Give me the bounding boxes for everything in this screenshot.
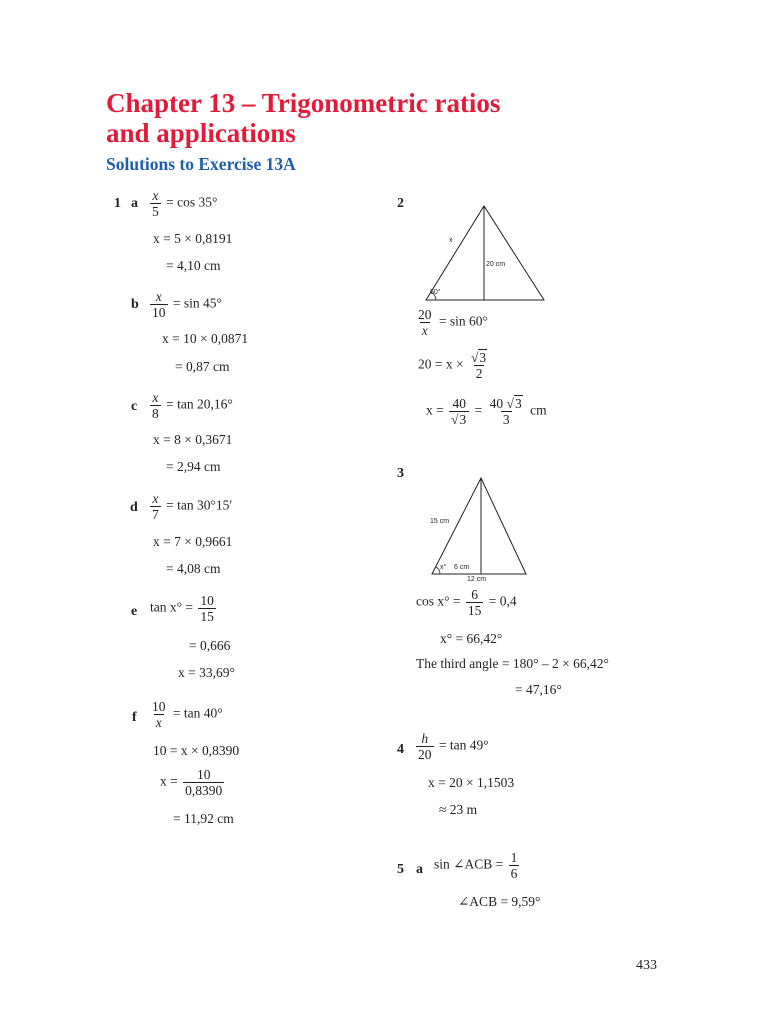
q1f-line3: x = $\frac{10}{0,8390}$	[160, 767, 223, 798]
q5a-letter: a	[416, 862, 423, 877]
q1a-line3: = 4,10 cm	[166, 258, 221, 273]
q3-label-half: 6 cm	[454, 564, 470, 571]
q2-label-angle: 60°	[430, 289, 441, 296]
question-2-number: 2	[397, 196, 404, 211]
question-4-number: 4	[397, 742, 404, 757]
q3-triangle-diagram	[428, 474, 530, 578]
q1e-line1: tan x° = $\frac{10}{15}$	[150, 593, 214, 624]
question-1-number: 1	[114, 196, 121, 211]
q1b-line3: = 0,87 cm	[175, 359, 230, 374]
q3-line1: cos x° = $\frac{6}{15}$ = 0,4	[416, 587, 517, 618]
q2-line2: 20 = x × $\frac{√3}{2}$	[418, 350, 487, 381]
q5-line1: sin ∠ACB = $\frac{1}{6}$	[434, 850, 518, 881]
q1e-letter: e	[131, 604, 138, 619]
q2-line3: x = $\frac{40}{√3}$ = $\frac{40 √3}{3}$ cm	[426, 396, 547, 427]
q1d-line2: x = 7 × 0,9661	[153, 534, 233, 549]
q1b-letter: b	[131, 297, 139, 312]
q1f-letter: f	[132, 710, 137, 725]
q4-line3: ≈ 23 m	[439, 802, 478, 817]
q1a-letter: a	[131, 196, 138, 211]
chapter-title-line1: Chapter 13 – Trigonometric ratios	[106, 88, 501, 118]
q1a-line1: $\frac{x}{5}$ = cos 35°	[152, 188, 218, 219]
q4-line1: $\frac{h}{20}$ = tan 49°	[418, 731, 489, 762]
q3-line3: The third angle = 180° – 2 × 66,42°	[416, 656, 609, 671]
q1d-letter: d	[130, 500, 138, 515]
q1f-line2: 10 = x × 0,8390	[153, 743, 240, 758]
q1f-line1: $\frac{10}{x}$ = tan 40°	[152, 699, 223, 730]
q1c-letter: c	[131, 399, 138, 414]
q1c-line2: x = 8 × 0,3671	[153, 432, 233, 447]
q3-label-base: 12 cm	[467, 576, 487, 583]
q1d-line3: = 4,08 cm	[166, 561, 221, 576]
q5-line2: ∠ACB = 9,59°	[458, 894, 541, 909]
page-number: 433	[636, 958, 657, 973]
q4-line2: x = 20 × 1,1503	[428, 775, 515, 790]
q2-label-x: x	[449, 237, 453, 244]
q1d-line1: $\frac{x}{7}$ = tan 30°15′	[152, 491, 233, 522]
q1b-line2: x = 10 × 0,0871	[162, 331, 249, 346]
question-3-number: 3	[397, 466, 404, 481]
question-5-number: 5	[397, 862, 404, 877]
q1a-line2: x = 5 × 0,8191	[153, 231, 233, 246]
q2-label-height: 20 cm	[486, 261, 506, 268]
chapter-title-line2: and applications	[106, 118, 296, 148]
q1b-line1: $\frac{x}{10}$ = sin 45°	[152, 289, 222, 320]
q1c-line3: = 2,94 cm	[166, 459, 221, 474]
q3-line4: = 47,16°	[515, 682, 562, 697]
q1c-line1: $\frac{x}{8}$ = tan 20,16°	[152, 390, 233, 421]
exercise-subtitle: Solutions to Exercise 13A	[106, 154, 296, 174]
q2-line1: $\frac{20}{x}$ = sin 60°	[418, 307, 488, 338]
q3-label-side: 15 cm	[430, 518, 450, 525]
q1e-line2: = 0,666	[189, 638, 231, 653]
q1e-line3: x = 33,69°	[178, 665, 235, 680]
q3-label-angle: x°	[440, 564, 447, 571]
q3-line2: x° = 66,42°	[440, 631, 503, 646]
q1f-line4: = 11,92 cm	[173, 811, 234, 826]
